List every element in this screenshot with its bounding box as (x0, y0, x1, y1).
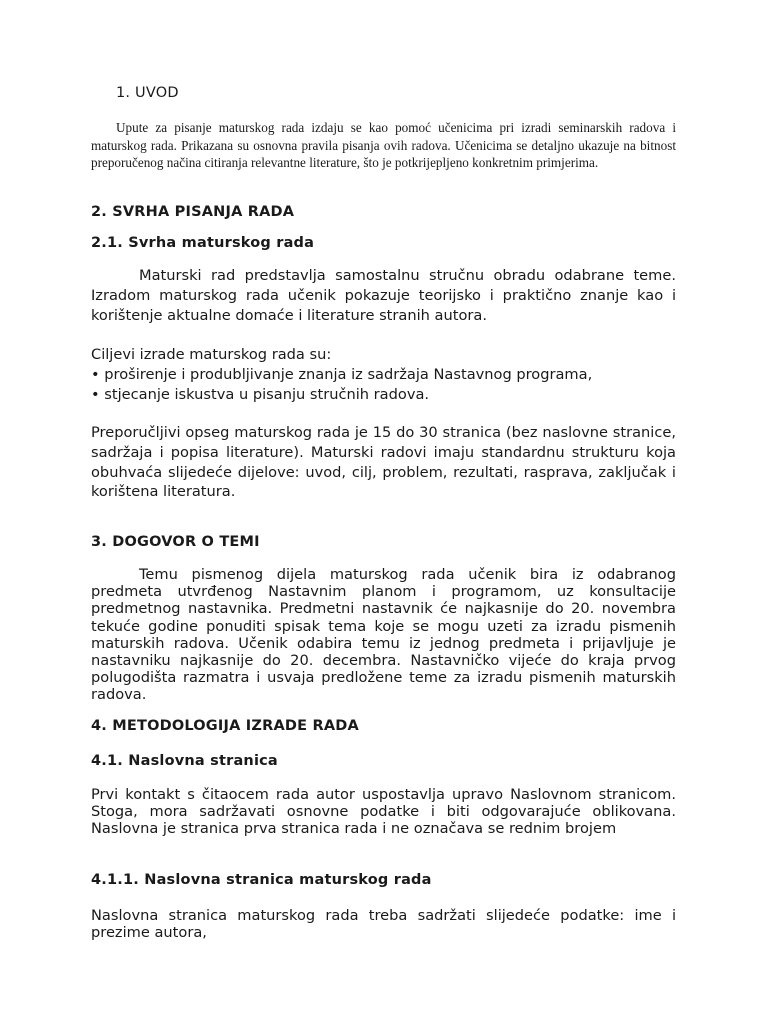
subsection-heading-svrha-maturskog-rada: 2.1. Svrha maturskog rada (91, 235, 315, 251)
goal-item: • proširenje i produbljivanje znanja iz sadržaja Nastavnog programa, (91, 365, 593, 383)
section-heading-metodologija: 4. METODOLOGIJA IZRADE RADA (91, 718, 359, 734)
subsection-heading-naslovna-stranica: 4.1. Naslovna stranica (91, 753, 278, 769)
section-heading-uvod: 1. UVOD (116, 85, 179, 101)
paragraph-naslovna: Prvi kontakt s čitaocem rada autor uspostavlja upravo Naslovnom stranicom. Stoga, mora sadržavati osnovne podatke i biti odgovarajuće oblikovana. Naslovna je stranica prva stranica rada i ne označava se rednim brojem (91, 786, 676, 838)
paragraph-naslovna-maturskog: Naslovna stranica maturskog rada treba sadržati slijedeće podatke: ime i prezime autora, (91, 907, 676, 942)
goal-item: • stjecanje iskustva u pisanju stručnih radova. (91, 385, 430, 403)
paragraph-dogovor: Temu pismenog dijela maturskog rada učenik bira iz odabranog predmeta utvrđenog Nastavnim planom i programom, uz konsultacije predmetnog nastavnika. Predmetni nastavnik će najkasnije do 20. novembra tekuće godine ponuditi spisak tema koje se mogu uzeti za izradu pismenih maturskih radova. Učenik odabira temu iz jednog predmeta i prijavljuje je nastavniku najkasnije do 20. decembra. Nastavničko vijeće do kraja prvog polugodišta razmatra i usvaja predložene teme za izradu pismenih maturskih radova. (91, 566, 676, 704)
section-heading-svrha: 2. SVRHA PISANJA RADA (91, 204, 295, 220)
paragraph-uvod: Upute za pisanje maturskog rada izdaju se kao pomoć učenicima pri izradi seminarskih radova i maturskog rada. Prikazana su osnovna pravila pisanja ovih radova. Učenicima se detaljno ukazuje na bitnost preporučenog načina citiranja relevantne literature, što je potkrijepljeno konkretnim primjerima. (91, 120, 676, 170)
subsection-heading-naslovna-maturskog: 4.1.1. Naslovna stranica maturskog rada (91, 872, 432, 888)
paragraph-svrha-2: Preporučljivi opseg maturskog rada je 15 do 30 stranica (bez naslovne stranice, sadržaja i popisa literature). Maturski radovi imaju standardnu strukturu koja obuhvaća slijedeće dijelove: uvod, cilj, problem, rezultati, rasprava, zaključak i korištena literatura. (91, 424, 676, 501)
section-heading-dogovor: 3. DOGOVOR O TEMI (91, 534, 260, 550)
goals-list (91, 345, 676, 404)
goals-intro: Ciljevi izrade maturskog rada su: (91, 346, 332, 363)
paragraph-svrha-1: Maturski rad predstavlja samostalnu stručnu obradu odabrane teme. Izradom maturskog rada učenik pokazuje teorijsko i praktično znanje kao i korištenje aktualne domaće i literature stranih autora. (91, 267, 676, 324)
